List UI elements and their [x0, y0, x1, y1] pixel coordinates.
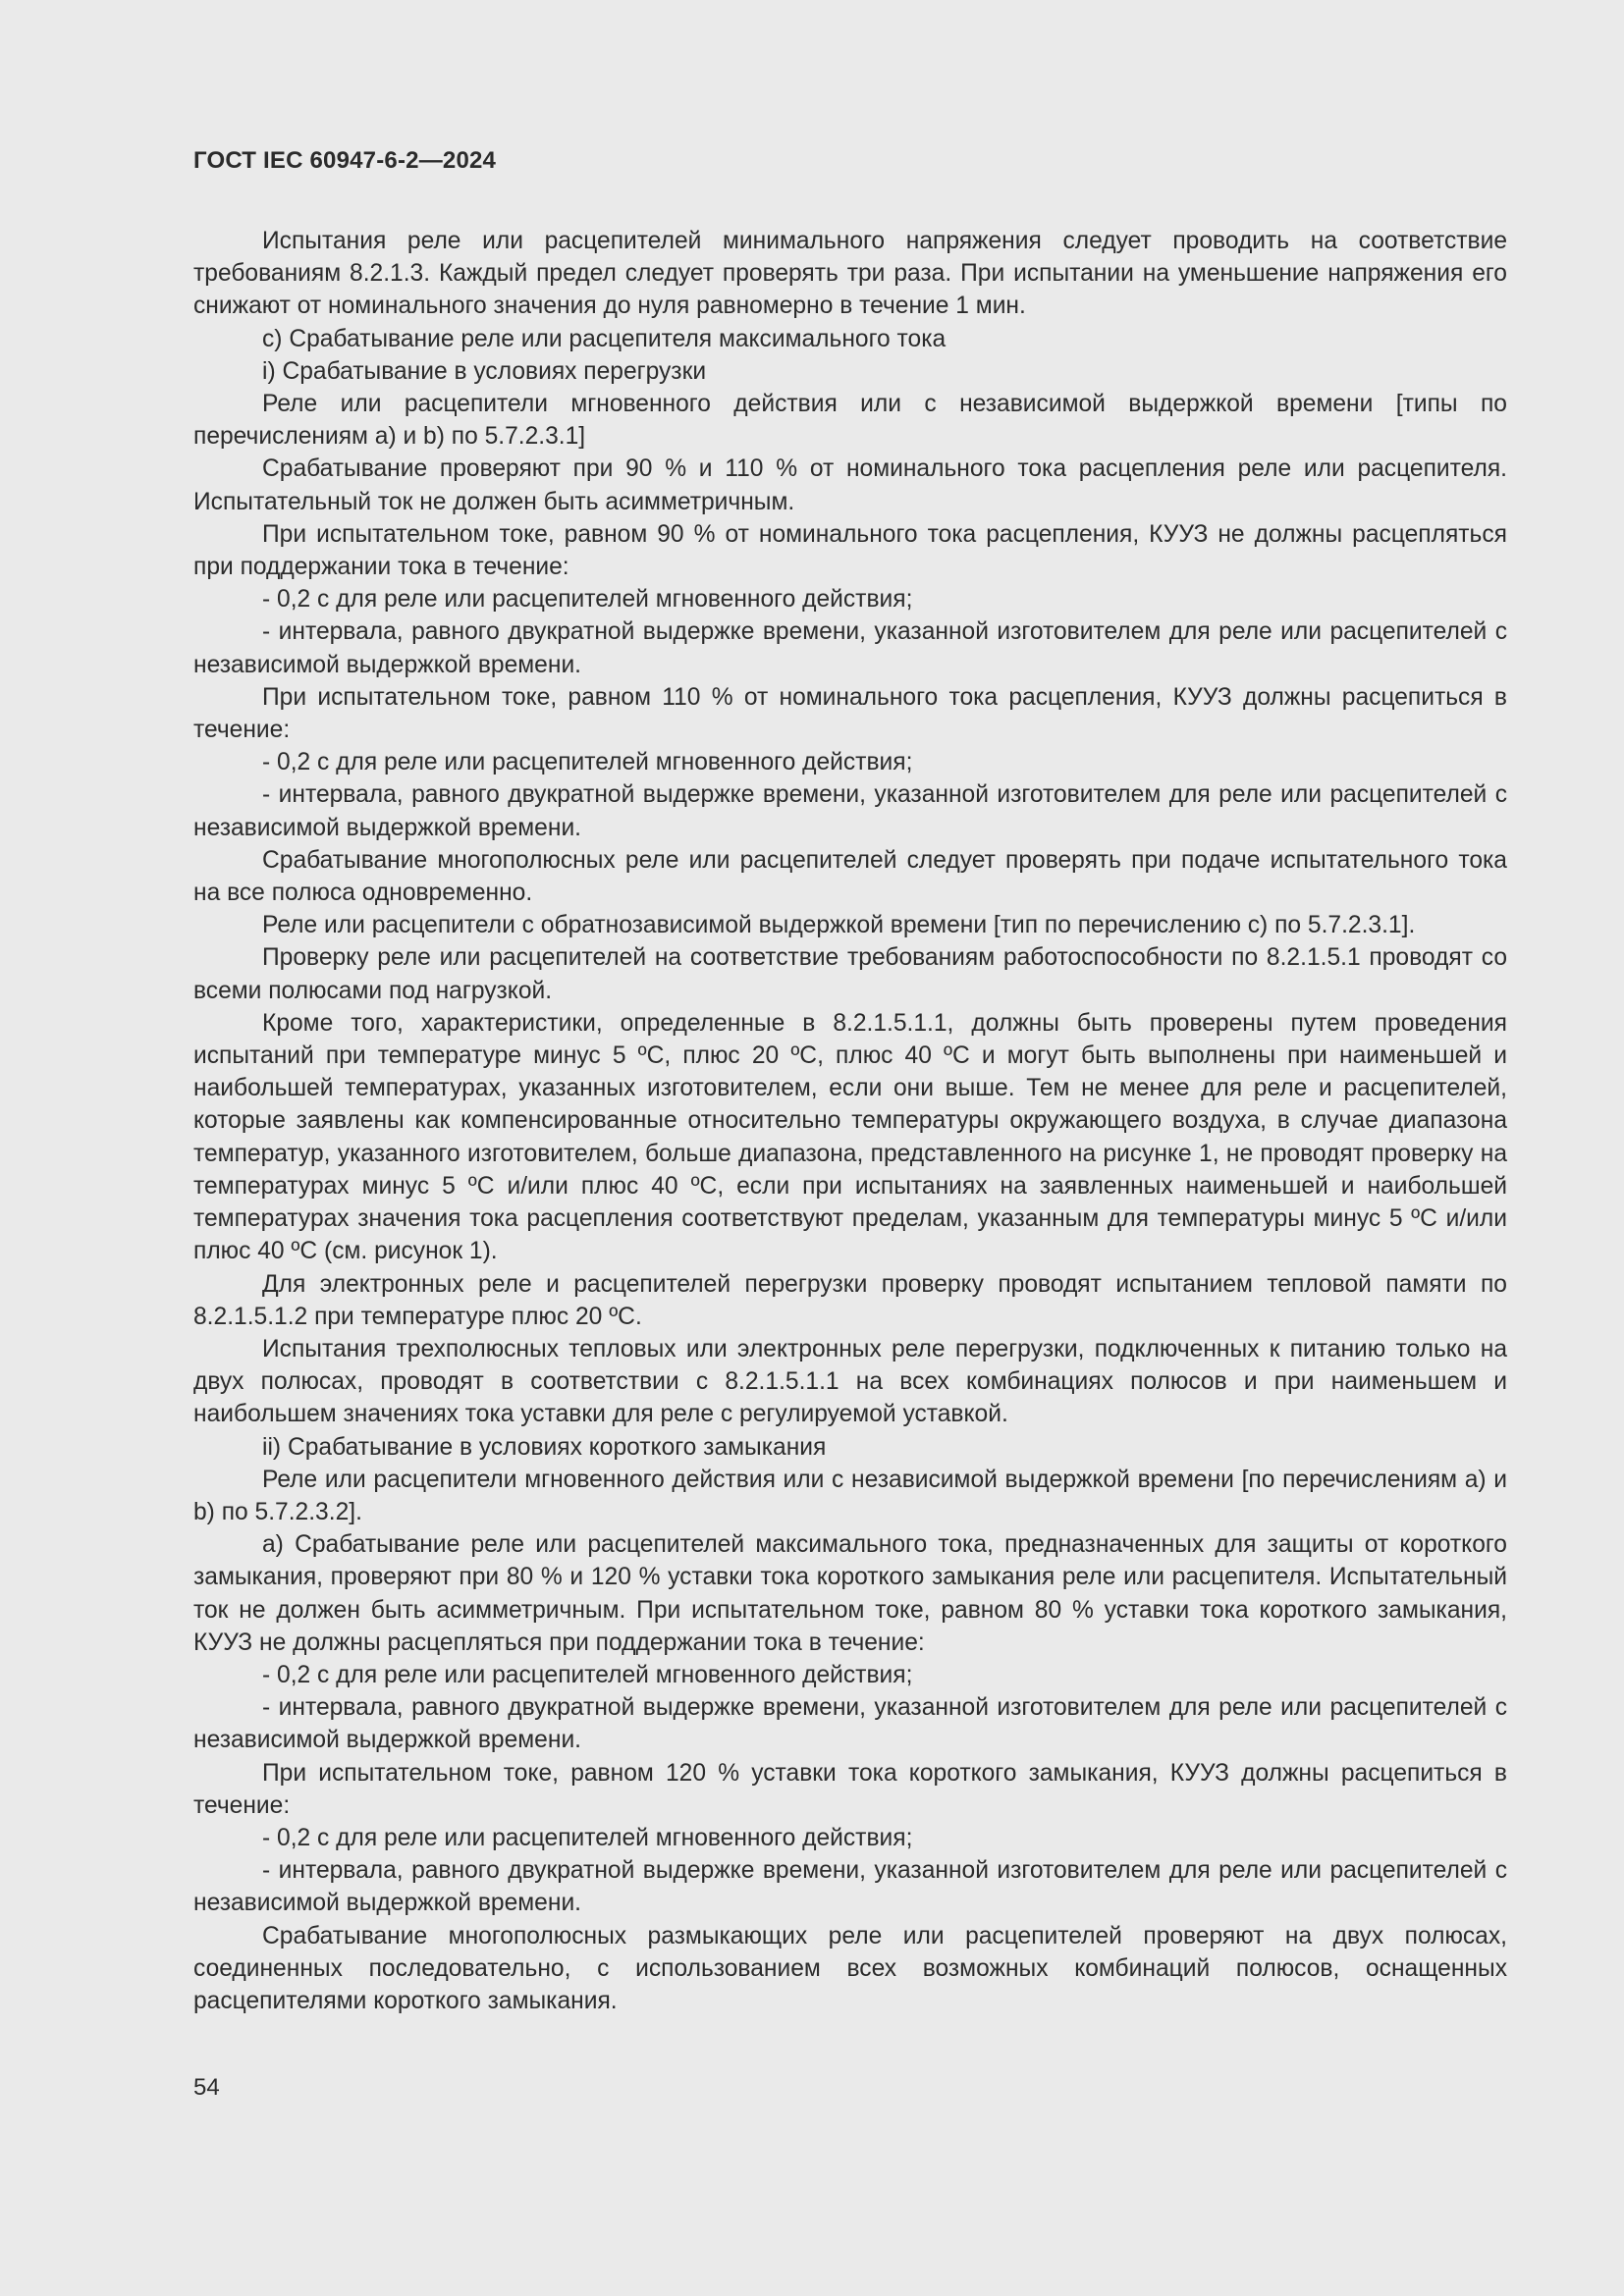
document-body	[193, 225, 1507, 2017]
paragraph-5: Срабатывание проверяют при 90 % и 110 % от номинального тока расцепления реле или расцепителя. Испытательный ток не должен быть асимметричным.	[193, 455, 1507, 515]
paragraph-10: Проверку реле или расцепителей на соответствие требованиям работоспособности по 8.2.1.5.1 проводят со всеми полюсами под нагрузкой.	[193, 944, 1507, 1004]
list-item-7: - 0,2 с для реле или расцепителей мгновенного действия;	[262, 1824, 913, 1851]
paragraph-1: Испытания реле или расцепителей минимального напряжения следует проводить на соответствие требованиям 8.2.1.3. Каждый предел следует проверять три раза. При испытании на уменьшение напряжения его снижают от номинального значения до нуля равномерно в течение 1 мин.	[193, 228, 1507, 320]
document-header: ГОСТ IEC 60947-6-2—2024	[193, 147, 497, 174]
paragraph-18: Срабатывание многополюсных размыкающих реле или расцепителей проверяют на двух полюсах, соединенных последовательно, с использованием всех возможных комбинаций полюсов, оснащенных расцепителями короткого замыкания.	[193, 1922, 1507, 2014]
list-item-4: - интервала, равного двукратной выдержке времени, указанной изготовителем для реле или расцепителей с независимой выдержкой времени.	[193, 781, 1507, 841]
list-item-5: - 0,2 с для реле или расцепителей мгновенного действия;	[262, 1661, 913, 1688]
list-item-6: - интервала, равного двукратной выдержке времени, указанной изготовителем для реле или расцепителей с независимой выдержкой времени.	[193, 1694, 1507, 1754]
list-item-8: - интервала, равного двукратной выдержке времени, указанной изготовителем для реле или расцепителей с независимой выдержкой времени.	[193, 1857, 1507, 1917]
paragraph-15: Реле или расцепители мгновенного действия или с независимой выдержкой времени [по перечислениям a) и b) по 5.7.2.3.2].	[193, 1466, 1507, 1525]
paragraph-7: При испытательном токе, равном 110 % от номинального тока расцепления, КУУЗ должны расцепиться в течение:	[193, 683, 1507, 744]
list-item-2: - интервала, равного двукратной выдержке времени, указанной изготовителем для реле или расцепителей с независимой выдержкой времени.	[193, 618, 1507, 678]
paragraph-13: Испытания трехполюсных тепловых или электронных реле перегрузки, подключенных к питанию только на двух полюсах, проводят в соответствии с 8.2.1.5.1.1 на всех комбинациях полюсов и при наименьшем и наибольшем значениях тока уставки для реле с регулируемой уставкой.	[193, 1335, 1507, 1428]
paragraph-4: Реле или расцепители мгновенного действия или с независимой выдержкой времени [типы по перечислениям a) и b) по 5.7.2.3.1]	[193, 391, 1507, 451]
list-item-3: - 0,2 с для реле или расцепителей мгновенного действия;	[262, 749, 913, 776]
paragraph-17: При испытательном токе, равном 120 % уставки тока короткого замыкания, КУУЗ должны расцепиться в течение:	[193, 1759, 1507, 1819]
list-item-1: - 0,2 с для реле или расцепителей мгновенного действия;	[262, 586, 913, 614]
paragraph-16: a) Срабатывание реле или расцепителей максимального тока, предназначенных для защиты от короткого замыкания, проверяют при 80 % и 120 % уставки тока короткого замыкания реле или расцепителя. Испытательный ток не должен быть асимметричным. При испытательном токе, равном 80 % уставки тока короткого замыкания, КУУЗ не должны расцепляться при поддержании тока в течение:	[193, 1531, 1507, 1656]
paragraph-2: c) Срабатывание реле или расцепителя максимального тока	[262, 325, 947, 352]
page-number: 54	[193, 2074, 220, 2101]
paragraph-8: Срабатывание многополюсных реле или расцепителей следует проверять при подаче испытательного тока на все полюса одновременно.	[193, 846, 1507, 907]
paragraph-9: Реле или расцепители с обратнозависимой выдержкой времени [тип по перечислению c) по 5.7.2.3.1].	[262, 912, 1416, 939]
paragraph-3: i) Срабатывание в условиях перегрузки	[262, 357, 707, 385]
paragraph-12: Для электронных реле и расцепителей перегрузки проверку проводят испытанием тепловой памяти по 8.2.1.5.1.2 при температуре плюс 20 ºС.	[193, 1270, 1507, 1330]
paragraph-6: При испытательном токе, равном 90 % от номинального тока расцепления, КУУЗ не должны расцепляться при поддержании тока в течение:	[193, 520, 1507, 581]
paragraph-11: Кроме того, характеристики, определенные в 8.2.1.5.1.1, должны быть проверены путем проведения испытаний при температуре минус 5 ºС, плюс 20 ºС, плюс 40 ºС и могут быть выполнены при наименьшей и наибольшей температурах, указанных изготовителем, если они выше. Тем не менее для реле и расцепителей, которые заявлены как компенсированные относительно температуры окружающего воздуха, в случае диапазона температур, указанного изготовителем, больше диапазона, представленного на рисунке 1, не проводят проверку на температурах минус 5 ºС и/или плюс 40 ºС, если при испытаниях на заявленных наименьшей и наибольшей температурах значения тока расцепления соответствуют пределам, указанным для температуры минус 5 ºС и/или плюс 40 ºС (см. рисунок 1).	[193, 1009, 1507, 1265]
paragraph-14: ii) Срабатывание в условиях короткого замыкания	[262, 1433, 827, 1461]
